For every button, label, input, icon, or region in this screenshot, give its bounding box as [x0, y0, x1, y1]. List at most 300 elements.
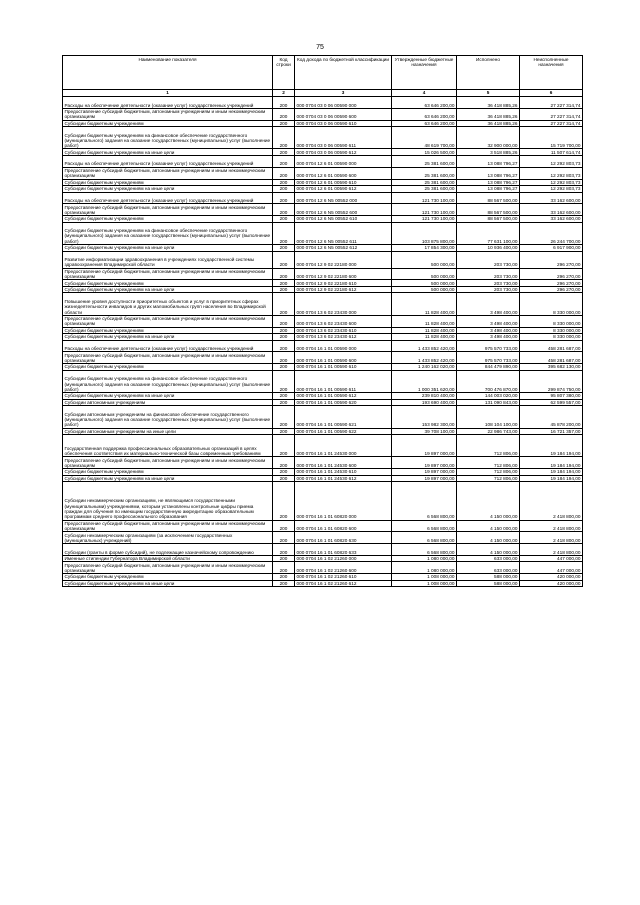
approved-amount-cell: 48 619 700,00: [392, 127, 457, 149]
remaining-amount-cell: 296 270,00: [520, 251, 583, 268]
table-row: [63, 475, 583, 482]
row-code-cell: 200: [273, 428, 295, 435]
executed-amount-cell: 4 150 000,00: [457, 544, 520, 556]
table-row: [63, 370, 583, 392]
header-row-code: Код строки: [273, 56, 295, 90]
executed-amount-cell: 203 730,00: [457, 268, 520, 280]
classification-code-cell: 000 0704 16 1 01 00590 000: [295, 340, 392, 352]
table-row: [63, 520, 583, 532]
executed-amount-cell: 712 806,00: [457, 469, 520, 476]
indicator-name-cell: Субсидии бюджетным учреждениям на финансовое обеспечение государственного (муниципального) задания на оказание государственных (муниципальных) услуг (выполнение работ): [63, 127, 273, 149]
row-code-cell: 200: [273, 216, 295, 223]
indicator-name-cell: Предоставление субсидий бюджетным, автономным учреждениям и иным некоммерческим организациям: [63, 457, 273, 469]
table-row: [63, 532, 583, 544]
approved-amount-cell: 1 008 000,00: [392, 580, 457, 587]
executed-amount-cell: 975 570 733,00: [457, 340, 520, 352]
remaining-amount-cell: 8 330 000,00: [520, 334, 583, 341]
classification-code-cell: 000 0704 16 1 02 21260 612: [295, 580, 392, 587]
remaining-amount-cell: 296 270,00: [520, 286, 583, 293]
approved-amount-cell: 6 568 800,00: [392, 532, 457, 544]
classification-code-cell: 000 0704 16 1 01 00590 612: [295, 393, 392, 400]
approved-amount-cell: 239 810 400,00: [392, 393, 457, 400]
remaining-amount-cell: 299 874 750,00: [520, 370, 583, 392]
row-code-cell: 200: [273, 97, 295, 109]
remaining-amount-cell: 420 000,00: [520, 580, 583, 587]
approved-amount-cell: 1 433 852 420,00: [392, 352, 457, 364]
classification-code-cell: 000 0704 03 0 06 00590 611: [295, 127, 392, 149]
table-row: [63, 179, 583, 186]
approved-amount-cell: 19 897 000,00: [392, 457, 457, 469]
header-budget-classification-code: Код дохода по бюджетной классификации: [295, 56, 392, 90]
executed-amount-cell: 712 806,00: [457, 457, 520, 469]
remaining-amount-cell: 2 418 800,00: [520, 544, 583, 556]
classification-code-cell: 000 0704 13 6 02 23430 600: [295, 315, 392, 327]
classification-code-cell: 000 0704 16 1 01 00590 620: [295, 399, 392, 406]
indicator-name-cell: Субсидии бюджетным учреждениям на иные цели: [63, 334, 273, 341]
classification-code-cell: 000 0704 16 1 01 24530 000: [295, 435, 392, 457]
approved-amount-cell: 39 708 100,00: [392, 428, 457, 435]
remaining-amount-cell: 8 330 000,00: [520, 315, 583, 327]
row-code-cell: 200: [273, 268, 295, 280]
indicator-name-cell: Субсидии бюджетным учреждениям на иные цели: [63, 475, 273, 482]
remaining-amount-cell: 2 418 800,00: [520, 520, 583, 532]
indicator-name-cell: Предоставление субсидий бюджетным, автономным учреждениям и иным некоммерческим организациям: [63, 315, 273, 327]
indicator-name-cell: Субсидии бюджетным учреждениям: [63, 280, 273, 287]
indicator-name-cell: Субсидии бюджетным учреждениям на иные цели: [63, 149, 273, 156]
table-row: [63, 120, 583, 127]
header-approved-appropriations: Утвержденные бюджетные назначения: [392, 56, 457, 90]
row-code-cell: 200: [273, 364, 295, 371]
row-code-cell: 200: [273, 457, 295, 469]
remaining-amount-cell: 395 682 130,00: [520, 364, 583, 371]
classification-code-cell: 000 0704 16 1 01 60820 633: [295, 544, 392, 556]
table-row: [63, 334, 583, 341]
classification-code-cell: 000 0704 13 6 02 23430 612: [295, 334, 392, 341]
approved-amount-cell: 63 646 200,00: [392, 120, 457, 127]
executed-amount-cell: 3 498 400,00: [457, 293, 520, 315]
approved-amount-cell: 17 854 300,00: [392, 245, 457, 252]
remaining-amount-cell: 16 721 357,00: [520, 428, 583, 435]
approved-amount-cell: 103 875 800,00: [392, 222, 457, 244]
table-row: [63, 268, 583, 280]
approved-amount-cell: 11 828 400,00: [392, 334, 457, 341]
row-code-cell: 200: [273, 149, 295, 156]
classification-code-cell: 000 0704 16 1 01 60820 600: [295, 520, 392, 532]
table-row: [63, 457, 583, 469]
classification-code-cell: 000 0704 13 6 02 23430 000: [295, 293, 392, 315]
classification-code-cell: 000 0704 16 1 02 21260 610: [295, 574, 392, 581]
row-code-cell: 200: [273, 482, 295, 520]
indicator-name-cell: Субсидии автономным учреждениям на иные цели: [63, 428, 273, 435]
classification-code-cell: 000 0704 03 0 06 00590 000: [295, 97, 392, 109]
table-row: [63, 155, 583, 167]
remaining-amount-cell: 12 292 803,73: [520, 167, 583, 179]
approved-amount-cell: 6 568 800,00: [392, 520, 457, 532]
approved-amount-cell: 193 690 400,00: [392, 399, 457, 406]
remaining-amount-cell: 19 184 194,00: [520, 469, 583, 476]
remaining-amount-cell: 6 917 900,00: [520, 245, 583, 252]
indicator-name-cell: Расходы на обеспечение деятельности (оказание услуг) государственных учреждений: [63, 340, 273, 352]
executed-amount-cell: 3 498 400,00: [457, 334, 520, 341]
executed-amount-cell: 203 730,00: [457, 286, 520, 293]
classification-code-cell: 000 0704 03 0 06 00590 600: [295, 108, 392, 120]
indicator-name-cell: Субсидии бюджетным учреждениям: [63, 216, 273, 223]
executed-amount-cell: 633 000,00: [457, 555, 520, 562]
approved-amount-cell: 1 240 162 020,00: [392, 364, 457, 371]
executed-amount-cell: 712 806,00: [457, 475, 520, 482]
approved-amount-cell: 11 828 400,00: [392, 293, 457, 315]
executed-amount-cell: 144 003 020,00: [457, 393, 520, 400]
table-row: [63, 315, 583, 327]
remaining-amount-cell: 19 184 194,00: [520, 475, 583, 482]
page-number: 75: [316, 44, 324, 51]
indicator-name-cell: Предоставление субсидий бюджетным, автономным учреждениям и иным некоммерческим организациям: [63, 520, 273, 532]
classification-code-cell: 000 0704 12 9 02 22180 600: [295, 268, 392, 280]
column-number: 1: [63, 90, 273, 97]
indicator-name-cell: Субсидии бюджетным учреждениям: [63, 469, 273, 476]
row-code-cell: 200: [273, 562, 295, 574]
row-code-cell: 200: [273, 520, 295, 532]
indicator-name-cell: Развитие информатизации здравоохранения в учреждениях государственной системы здравоохранения Владимирской области: [63, 251, 273, 268]
indicator-name-cell: Предоставление субсидий бюджетным, автономным учреждениям и иным некоммерческим организациям: [63, 268, 273, 280]
row-code-cell: 200: [273, 286, 295, 293]
row-code-cell: 200: [273, 327, 295, 334]
table-row: [63, 127, 583, 149]
classification-code-cell: 000 0704 12 6 01 00590 610: [295, 179, 392, 186]
classification-code-cell: 000 0704 12 9 02 22180 000: [295, 251, 392, 268]
indicator-name-cell: Субсидии бюджетным учреждениям на финансовое обеспечение государственного (муниципального) задания на оказание государственных (муниципальных) услуг (выполнение работ): [63, 222, 273, 244]
column-number: 5: [457, 90, 520, 97]
classification-code-cell: 000 0704 03 0 06 00590 612: [295, 149, 392, 156]
executed-amount-cell: 975 570 733,00: [457, 352, 520, 364]
executed-amount-cell: 36 418 885,26: [457, 97, 520, 109]
row-code-cell: 200: [273, 574, 295, 581]
row-code-cell: 200: [273, 435, 295, 457]
classification-code-cell: 000 0704 12 6 N5 00552 611: [295, 222, 392, 244]
column-number: 6: [520, 90, 583, 97]
indicator-name-cell: Субсидии бюджетным учреждениям на финансовое обеспечение государственного (муниципального) задания на оказание государственных (муниципальных) услуг (выполнение работ): [63, 370, 273, 392]
row-code-cell: 200: [273, 108, 295, 120]
table-row: [63, 482, 583, 520]
indicator-name-cell: Субсидии бюджетным учреждениям: [63, 120, 273, 127]
row-code-cell: 200: [273, 179, 295, 186]
indicator-name-cell: Государственная поддержка профессиональных образовательных организаций в целях обеспечения соответствия их материально-технической базы современным требованиям: [63, 435, 273, 457]
approved-amount-cell: 25 381 600,00: [392, 155, 457, 167]
row-code-cell: 200: [273, 251, 295, 268]
row-code-cell: 200: [273, 475, 295, 482]
table-row: [63, 222, 583, 244]
executed-amount-cell: 203 730,00: [457, 251, 520, 268]
table-row: [63, 555, 583, 562]
indicator-name-cell: Субсидии бюджетным учреждениям на иные цели: [63, 286, 273, 293]
indicator-name-cell: Предоставление субсидий бюджетным, автономным учреждениям и иным некоммерческим организациям: [63, 562, 273, 574]
executed-amount-cell: 36 418 885,26: [457, 108, 520, 120]
indicator-name-cell: Повышение уровня доступности приоритетных объектов и услуг в приоритетных сферах жизнедеятельности инвалидов и других маломобильных групп населения во Владимирской области: [63, 293, 273, 315]
approved-amount-cell: 121 730 100,00: [392, 204, 457, 216]
table-row: [63, 352, 583, 364]
classification-code-cell: 000 0704 16 1 01 00590 600: [295, 352, 392, 364]
remaining-amount-cell: 33 162 600,00: [520, 216, 583, 223]
row-code-cell: 200: [273, 222, 295, 244]
row-code-cell: 200: [273, 532, 295, 544]
approved-amount-cell: 1 433 852 420,00: [392, 340, 457, 352]
approved-amount-cell: 11 828 400,00: [392, 315, 457, 327]
table-row: [63, 340, 583, 352]
indicator-name-cell: Субсидии некоммерческим организациям, не являющимся государственными (муниципальными) учреждениями, которым установлены контрольные цифры приема граждан для обучения по имеющим государственную аккредитацию образовательным программам среднего профессионального образования: [63, 482, 273, 520]
table-row: [63, 167, 583, 179]
executed-amount-cell: 700 476 870,00: [457, 370, 520, 392]
indicator-name-cell: Субсидии бюджетным учреждениям на иные цели: [63, 393, 273, 400]
indicator-name-cell: Предоставление субсидий бюджетным, автономным учреждениям и иным некоммерческим организациям: [63, 204, 273, 216]
approved-amount-cell: 500 000,00: [392, 286, 457, 293]
row-code-cell: 200: [273, 555, 295, 562]
table-row: [63, 562, 583, 574]
row-code-cell: 200: [273, 204, 295, 216]
remaining-amount-cell: 447 000,00: [520, 555, 583, 562]
executed-amount-cell: 32 900 000,00: [457, 127, 520, 149]
executed-amount-cell: 13 088 796,27: [457, 155, 520, 167]
row-code-cell: 200: [273, 120, 295, 127]
approved-amount-cell: 6 568 800,00: [392, 482, 457, 520]
remaining-amount-cell: 2 418 800,00: [520, 532, 583, 544]
executed-amount-cell: 3 498 400,00: [457, 315, 520, 327]
column-number-row: [63, 90, 583, 97]
remaining-amount-cell: 27 227 314,74: [520, 120, 583, 127]
table-row: [63, 186, 583, 193]
row-code-cell: 200: [273, 167, 295, 179]
table-row: [63, 108, 583, 120]
indicator-name-cell: Субсидии бюджетным учреждениям на иные цели: [63, 186, 273, 193]
remaining-amount-cell: 296 270,00: [520, 280, 583, 287]
approved-amount-cell: 19 897 000,00: [392, 475, 457, 482]
remaining-amount-cell: 8 330 000,00: [520, 293, 583, 315]
table-row: [63, 435, 583, 457]
remaining-amount-cell: 12 292 803,73: [520, 179, 583, 186]
indicator-name-cell: Предоставление субсидий бюджетным, автономным учреждениям и иным некоммерческим организациям: [63, 352, 273, 364]
table-row: [63, 364, 583, 371]
executed-amount-cell: 10 936 400,00: [457, 245, 520, 252]
executed-amount-cell: 844 479 890,00: [457, 364, 520, 371]
table-row: [63, 251, 583, 268]
classification-code-cell: 000 0704 12 6 01 00590 000: [295, 155, 392, 167]
remaining-amount-cell: 33 162 600,00: [520, 204, 583, 216]
executed-amount-cell: 588 000,00: [457, 580, 520, 587]
row-code-cell: 200: [273, 352, 295, 364]
table-row: [63, 469, 583, 476]
remaining-amount-cell: 458 281 687,00: [520, 352, 583, 364]
indicator-name-cell: Расходы на обеспечение деятельности (оказание услуг) государственных учреждений: [63, 192, 273, 204]
classification-code-cell: 000 0704 16 1 02 21260 600: [295, 562, 392, 574]
header-indicator-name: Наименование показателя: [63, 56, 273, 90]
approved-amount-cell: 121 730 100,00: [392, 216, 457, 223]
approved-amount-cell: 121 730 100,00: [392, 192, 457, 204]
row-code-cell: 200: [273, 186, 295, 193]
approved-amount-cell: 6 568 800,00: [392, 544, 457, 556]
table-row: [63, 544, 583, 556]
classification-code-cell: 000 0704 12 6 N5 00552 600: [295, 204, 392, 216]
table-row: [63, 245, 583, 252]
remaining-amount-cell: 27 227 314,74: [520, 97, 583, 109]
classification-code-cell: 000 0704 12 6 01 00590 612: [295, 186, 392, 193]
approved-amount-cell: 1 008 000,00: [392, 574, 457, 581]
classification-code-cell: 000 0704 16 1 01 00590 622: [295, 428, 392, 435]
executed-amount-cell: 3 518 885,26: [457, 149, 520, 156]
executed-amount-cell: 203 730,00: [457, 280, 520, 287]
column-number: 2: [273, 90, 295, 97]
classification-code-cell: 000 0704 12 6 N5 00552 610: [295, 216, 392, 223]
remaining-amount-cell: 447 000,00: [520, 562, 583, 574]
row-code-cell: 200: [273, 469, 295, 476]
indicator-name-cell: Именные стипендии Губернатора Владимирской области: [63, 555, 273, 562]
row-code-cell: 200: [273, 399, 295, 406]
table-row: [63, 97, 583, 109]
indicator-name-cell: Субсидии бюджетным учреждениям: [63, 327, 273, 334]
approved-amount-cell: 19 897 000,00: [392, 469, 457, 476]
remaining-amount-cell: 12 292 803,73: [520, 155, 583, 167]
approved-amount-cell: 11 828 400,00: [392, 327, 457, 334]
row-code-cell: 200: [273, 280, 295, 287]
table-row: [63, 327, 583, 334]
classification-code-cell: 000 0704 12 6 01 00590 600: [295, 167, 392, 179]
remaining-amount-cell: 420 000,00: [520, 574, 583, 581]
remaining-amount-cell: 8 330 000,00: [520, 327, 583, 334]
approved-amount-cell: 25 381 600,00: [392, 167, 457, 179]
classification-code-cell: 000 0704 16 1 01 60820 630: [295, 532, 392, 544]
executed-amount-cell: 88 567 500,00: [457, 192, 520, 204]
table-row: [63, 406, 583, 428]
row-code-cell: 200: [273, 127, 295, 149]
indicator-name-cell: Субсидии автономным учреждениям: [63, 399, 273, 406]
remaining-amount-cell: 95 807 380,00: [520, 393, 583, 400]
executed-amount-cell: 13 088 796,27: [457, 167, 520, 179]
classification-code-cell: 000 0704 13 6 02 23430 610: [295, 327, 392, 334]
indicator-name-cell: Субсидии (гранты в форме субсидий), не подлежащие казначейскому сопровождению: [63, 544, 273, 556]
classification-code-cell: 000 0704 16 1 01 24530 612: [295, 475, 392, 482]
classification-code-cell: 000 0704 03 0 06 00590 610: [295, 120, 392, 127]
indicator-name-cell: Субсидии бюджетным учреждениям на иные цели: [63, 580, 273, 587]
remaining-amount-cell: 2 418 800,00: [520, 482, 583, 520]
table-row: [63, 399, 583, 406]
remaining-amount-cell: 458 281 687,00: [520, 340, 583, 352]
classification-code-cell: 000 0704 12 6 N5 00552 000: [295, 192, 392, 204]
remaining-amount-cell: 33 162 600,00: [520, 192, 583, 204]
remaining-amount-cell: 11 507 614,74: [520, 149, 583, 156]
row-code-cell: 200: [273, 406, 295, 428]
table-row: [63, 280, 583, 287]
approved-amount-cell: 15 026 500,00: [392, 149, 457, 156]
executed-amount-cell: 4 150 000,00: [457, 532, 520, 544]
indicator-name-cell: Субсидии бюджетным учреждениям: [63, 574, 273, 581]
remaining-amount-cell: 19 184 194,00: [520, 457, 583, 469]
remaining-amount-cell: 27 227 314,74: [520, 108, 583, 120]
row-code-cell: 200: [273, 192, 295, 204]
approved-amount-cell: 1 000 351 620,00: [392, 370, 457, 392]
remaining-amount-cell: 26 244 700,00: [520, 222, 583, 244]
header-unexecuted-appropriations: Неисполненные назначения: [520, 56, 583, 90]
indicator-name-cell: Субсидии бюджетным учреждениям: [63, 179, 273, 186]
approved-amount-cell: 500 000,00: [392, 280, 457, 287]
row-code-cell: 200: [273, 544, 295, 556]
row-code-cell: 200: [273, 155, 295, 167]
table-header-row: [63, 56, 583, 90]
classification-code-cell: 000 0704 12 9 02 22180 612: [295, 286, 392, 293]
executed-amount-cell: 712 806,00: [457, 435, 520, 457]
executed-amount-cell: 88 567 500,00: [457, 216, 520, 223]
row-code-cell: 200: [273, 370, 295, 392]
remaining-amount-cell: 12 292 803,73: [520, 186, 583, 193]
remaining-amount-cell: 296 270,00: [520, 268, 583, 280]
row-code-cell: 200: [273, 293, 295, 315]
classification-code-cell: 000 0704 16 1 01 24530 610: [295, 469, 392, 476]
indicator-name-cell: Расходы на обеспечение деятельности (оказание услуг) государственных учреждений: [63, 155, 273, 167]
table-row: [63, 286, 583, 293]
indicator-name-cell: Предоставление субсидий бюджетным, автономным учреждениям и иным некоммерческим организациям: [63, 108, 273, 120]
classification-code-cell: 000 0704 16 1 01 24530 600: [295, 457, 392, 469]
approved-amount-cell: 500 000,00: [392, 268, 457, 280]
approved-amount-cell: 19 897 000,00: [392, 435, 457, 457]
executed-amount-cell: 88 567 500,00: [457, 204, 520, 216]
approved-amount-cell: 25 381 600,00: [392, 179, 457, 186]
indicator-name-cell: Расходы на обеспечение деятельности (оказание услуг) государственных учреждений: [63, 97, 273, 109]
executed-amount-cell: 3 498 400,00: [457, 327, 520, 334]
classification-code-cell: 000 0704 16 1 01 00590 611: [295, 370, 392, 392]
executed-amount-cell: 77 631 100,00: [457, 222, 520, 244]
row-code-cell: 200: [273, 340, 295, 352]
table-row: [63, 192, 583, 204]
approved-amount-cell: 63 646 200,00: [392, 97, 457, 109]
remaining-amount-cell: 19 184 194,00: [520, 435, 583, 457]
header-executed: Исполнено: [457, 56, 520, 90]
classification-code-cell: 000 0704 16 1 01 00590 621: [295, 406, 392, 428]
executed-amount-cell: 588 000,00: [457, 574, 520, 581]
budget-execution-table: [62, 55, 583, 587]
table-row: [63, 574, 583, 581]
executed-amount-cell: 22 986 743,00: [457, 428, 520, 435]
approved-amount-cell: 153 982 300,00: [392, 406, 457, 428]
row-code-cell: 200: [273, 393, 295, 400]
indicator-name-cell: Предоставление субсидий бюджетным, автономным учреждениям и иным некоммерческим организациям: [63, 167, 273, 179]
approved-amount-cell: 63 646 200,00: [392, 108, 457, 120]
indicator-name-cell: Субсидии некоммерческим организациям (за исключением государственных (муниципальных) учреждений): [63, 532, 273, 544]
table-body: [63, 97, 583, 587]
classification-code-cell: 000 0704 12 9 02 22180 610: [295, 280, 392, 287]
approved-amount-cell: 25 381 600,00: [392, 186, 457, 193]
row-code-cell: 200: [273, 334, 295, 341]
table-row: [63, 428, 583, 435]
remaining-amount-cell: 62 599 557,00: [520, 399, 583, 406]
approved-amount-cell: 1 080 000,00: [392, 562, 457, 574]
executed-amount-cell: 4 150 000,00: [457, 482, 520, 520]
indicator-name-cell: Субсидии автономным учреждениям на финансовое обеспечение государственного (муниципального) задания на оказание государственных (муниципальных) услуг (выполнение работ): [63, 406, 273, 428]
column-number: 3: [295, 90, 392, 97]
column-number: 4: [392, 90, 457, 97]
executed-amount-cell: 108 104 100,00: [457, 406, 520, 428]
table-row: [63, 293, 583, 315]
executed-amount-cell: 633 000,00: [457, 562, 520, 574]
table-row: [63, 149, 583, 156]
table-row: [63, 393, 583, 400]
classification-code-cell: 000 0704 16 1 01 00590 610: [295, 364, 392, 371]
indicator-name-cell: Субсидии бюджетным учреждениям на иные цели: [63, 245, 273, 252]
table-row: [63, 216, 583, 223]
table-row: [63, 580, 583, 587]
classification-code-cell: 000 0704 16 1 01 60820 000: [295, 482, 392, 520]
indicator-name-cell: Субсидии бюджетным учреждениям: [63, 364, 273, 371]
row-code-cell: 200: [273, 580, 295, 587]
executed-amount-cell: 36 418 885,26: [457, 120, 520, 127]
remaining-amount-cell: 15 719 700,00: [520, 127, 583, 149]
approved-amount-cell: 500 000,00: [392, 251, 457, 268]
